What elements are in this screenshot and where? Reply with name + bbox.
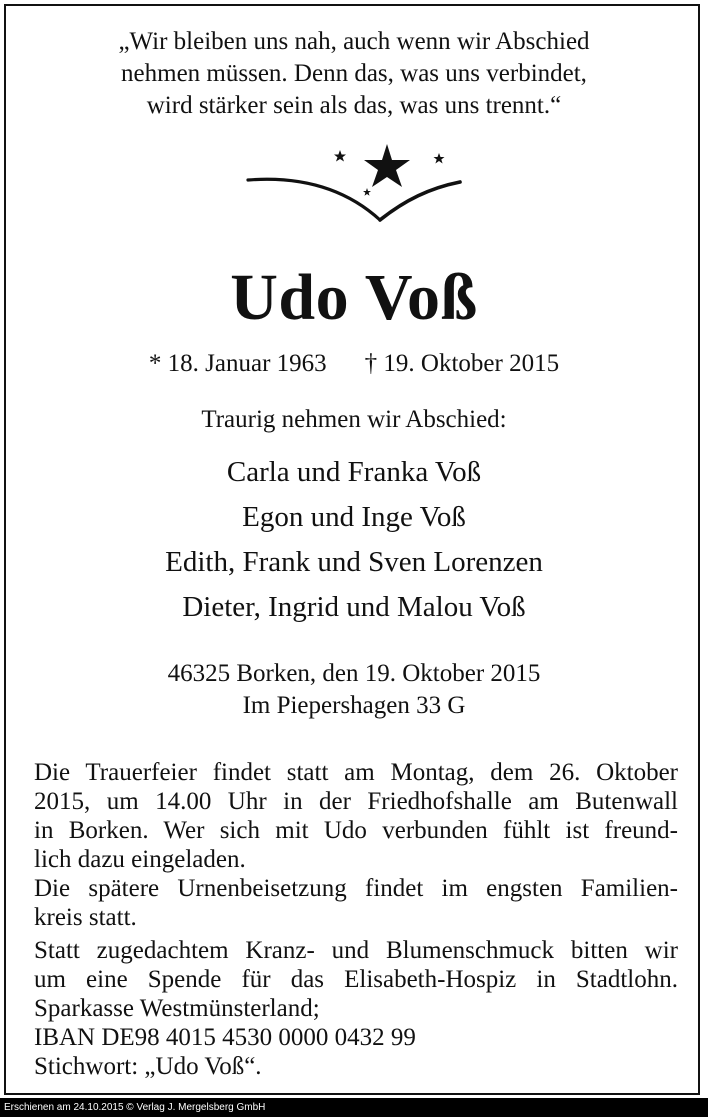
mourner-line: Edith, Frank und Sven Lorenzen — [165, 546, 543, 578]
death-date: † 19. Oktober 2015 — [364, 350, 560, 377]
mourner-line: Dieter, Ingrid und Malou Voß — [182, 591, 526, 623]
mourners-list — [0, 450, 708, 630]
funeral-information — [34, 758, 678, 932]
funeral-line: lich dazu eingeladen. — [34, 846, 246, 873]
farewell-intro: Traurig nehmen wir Abschied: — [201, 406, 507, 433]
mourner-line: Carla und Franka Voß — [226, 456, 482, 488]
street-address: Im Piepershagen 33 G — [242, 692, 466, 719]
quote-line: „Wir bleiben uns nah, auch wenn wir Abschied — [118, 28, 590, 55]
birth-date: * 18. Januar 1963 — [148, 350, 327, 377]
quote-line: nehmen müssen. Denn das, was uns verbindet, — [121, 60, 587, 87]
donation-line: Sparkasse Westmünsterland; — [34, 995, 320, 1022]
stars-over-horizon-icon — [240, 140, 470, 235]
donation-line: um eine Spende für das Elisabeth-Hospiz in Stadtlohn. — [34, 966, 678, 993]
donation-information — [34, 936, 678, 1081]
funeral-line: 2015, um 14.00 Uhr in der Friedhofshalle am Butenwall — [34, 788, 678, 815]
publication-footer: Erschienen am 24.10.2015 © Verlag J. Mergelsberg GmbH — [0, 1098, 708, 1117]
life-dates — [0, 348, 708, 380]
funeral-line: kreis statt. — [34, 904, 137, 931]
mourner-address — [0, 658, 708, 722]
memorial-quote — [0, 26, 708, 122]
small-star-icon — [363, 188, 371, 196]
donation-keyword: Stichwort: „Udo Voß“. — [34, 1053, 262, 1080]
deceased-name: Udo Voß — [230, 261, 478, 334]
donation-line: Statt zugedachtem Kranz- und Blumenschmuck bitten wir — [34, 937, 678, 964]
funeral-line: in Borken. Wer sich mit Udo verbunden fühlt ist freund- — [34, 817, 678, 844]
place-date: 46325 Borken, den 19. Oktober 2015 — [167, 660, 541, 687]
quote-line: wird stärker sein als das, was uns trennt.“ — [146, 92, 562, 119]
funeral-line: Die spätere Urnenbeisetzung findet im engsten Familien- — [34, 875, 678, 902]
mourner-line: Egon und Inge Voß — [242, 501, 466, 533]
funeral-line: Die Trauerfeier findet statt am Montag, dem 26. Oktober — [34, 759, 678, 786]
small-star-icon — [434, 153, 445, 164]
large-star-icon — [364, 144, 410, 187]
small-star-icon — [334, 150, 346, 162]
donation-iban: IBAN DE98 4015 4530 0000 0432 99 — [34, 1024, 416, 1051]
